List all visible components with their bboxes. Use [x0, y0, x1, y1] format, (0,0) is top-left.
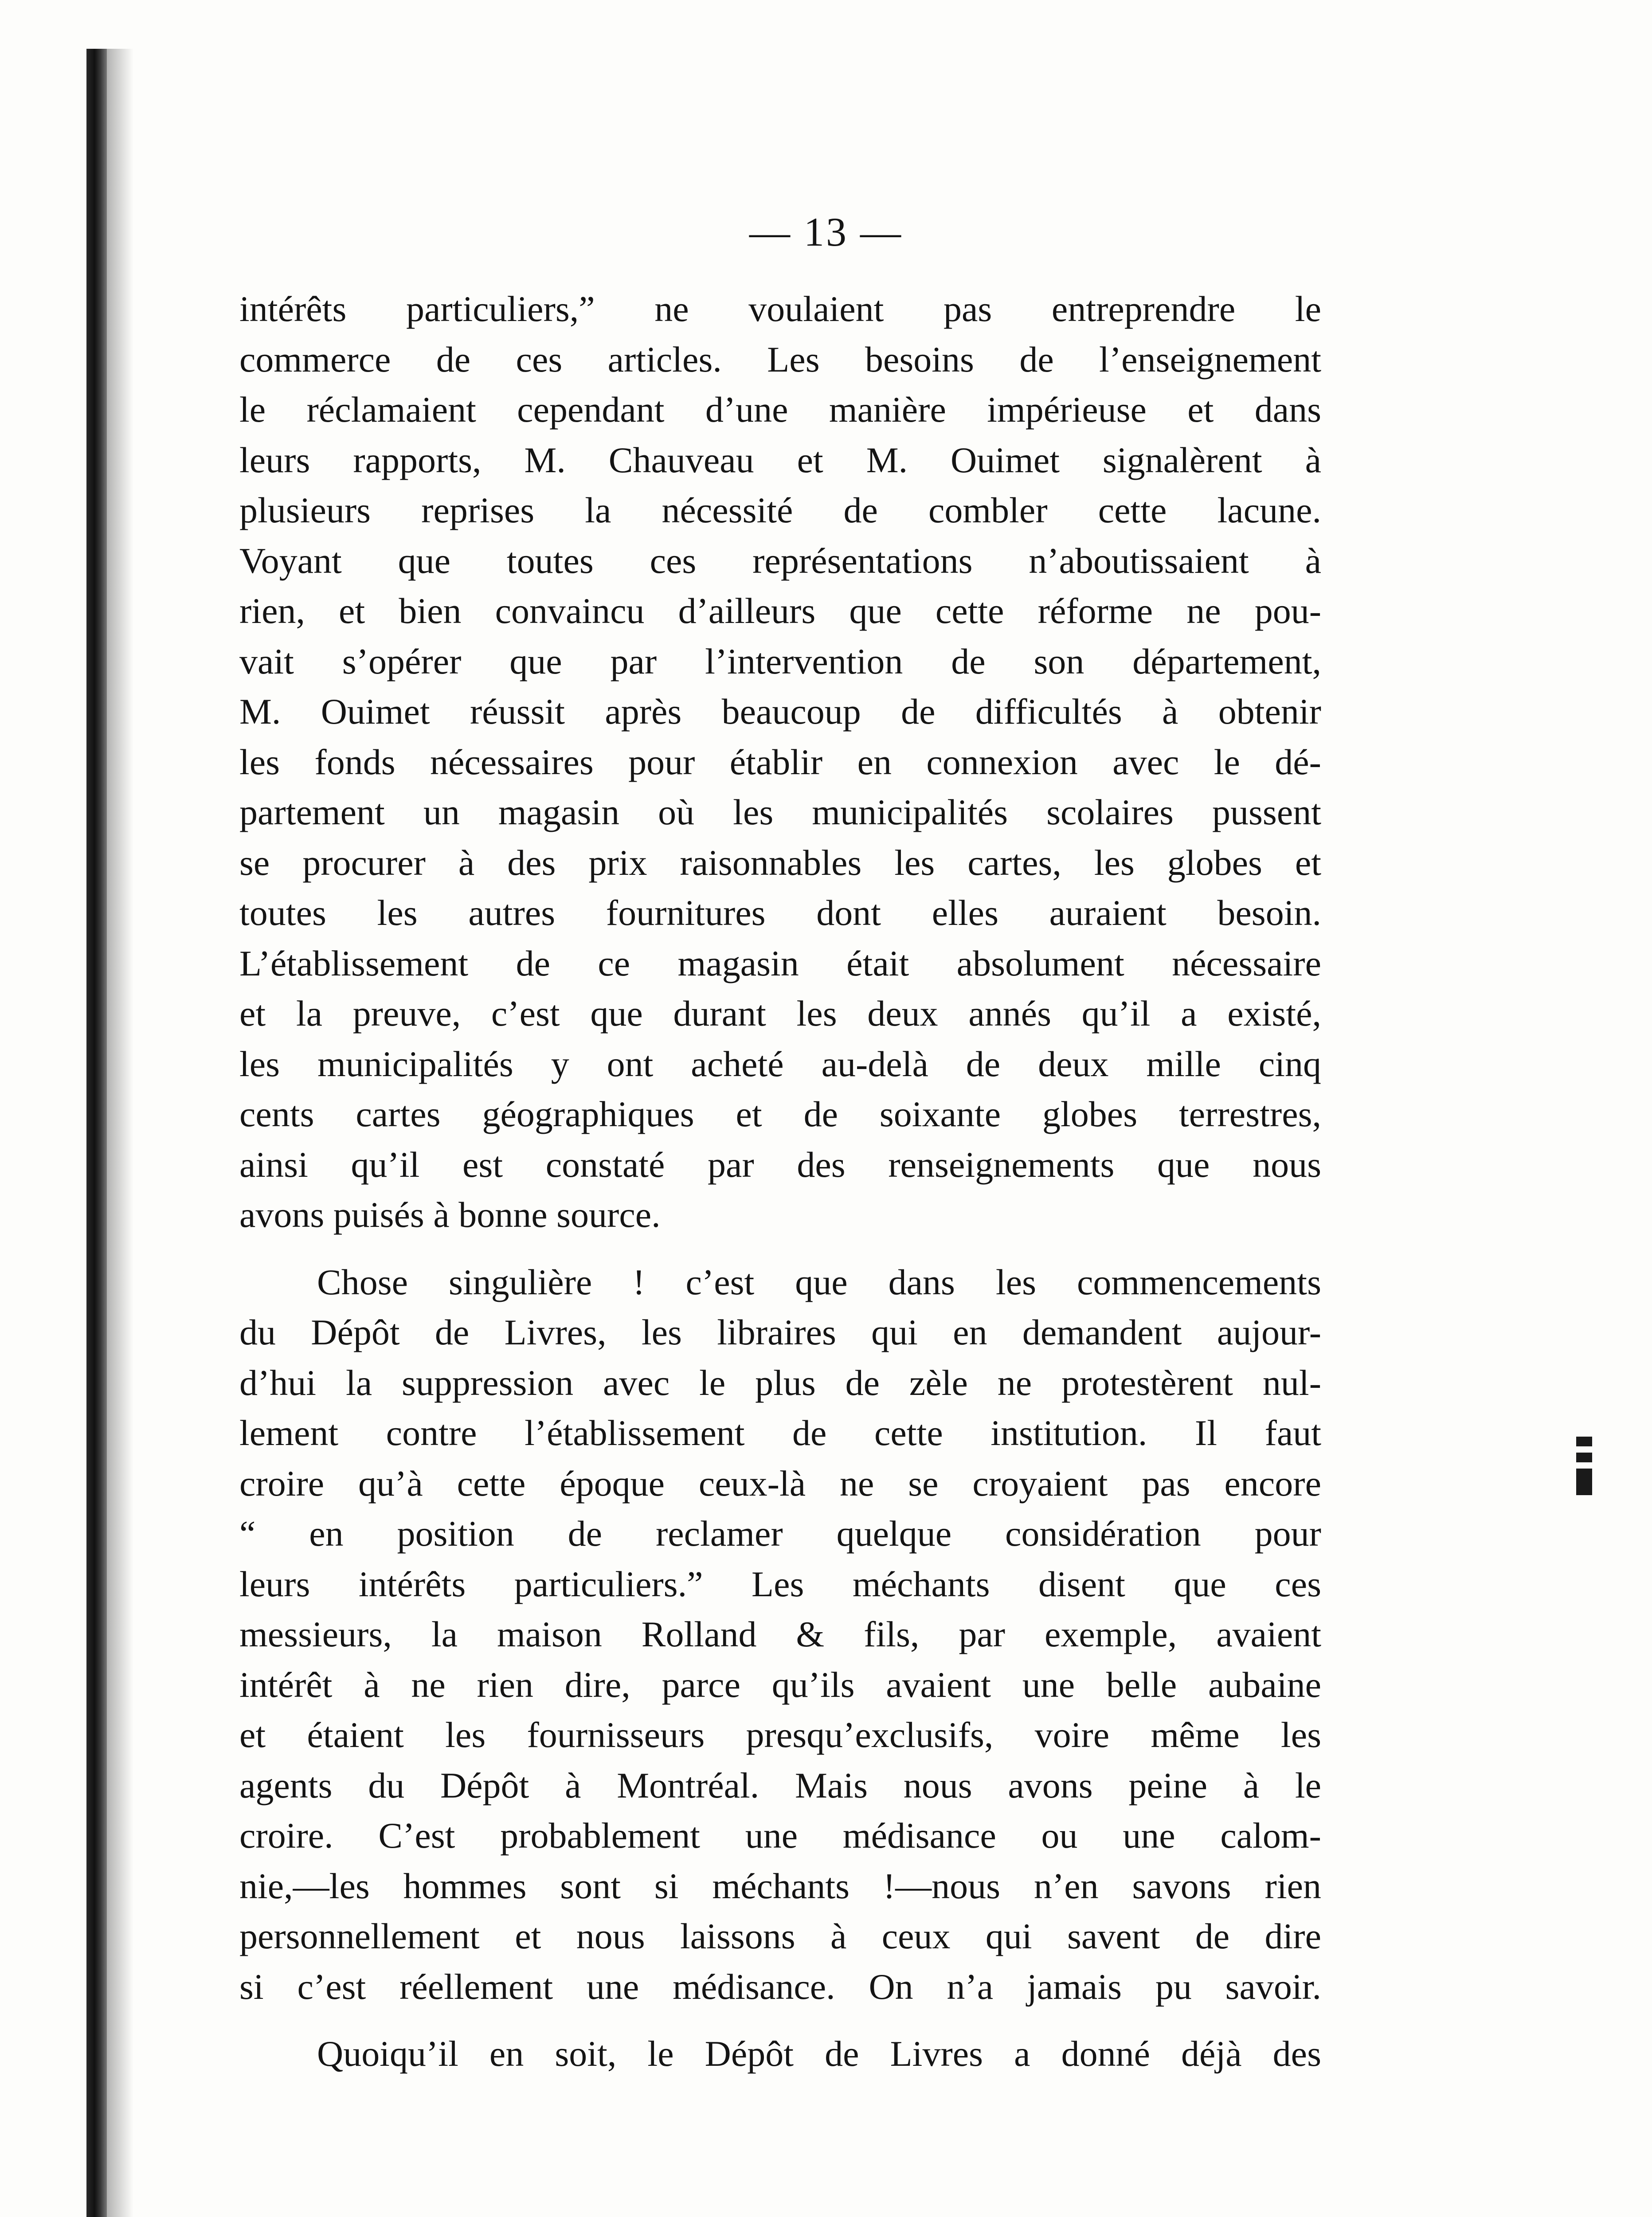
- text-line: leurs rapports, M. Chauveau et M. Ouimet signalèrent à: [239, 439, 1321, 480]
- text-line: lement contre l’établissement de cette institution. Il faut: [239, 1413, 1321, 1453]
- text-line: les fonds nécessaires pour établir en connexion avec le dé-: [239, 741, 1321, 782]
- text-line: se procurer à des prix raisonnables les cartes, les globes et: [239, 842, 1321, 883]
- paragraph-2: [239, 1257, 1321, 2012]
- text-line: partement un magasin où les municipalités scolaires pussent: [239, 792, 1321, 832]
- text-line: Chose singulière ! c’est que dans les commencements: [317, 1261, 1321, 1302]
- text-line: Voyant que toutes ces représentations n’aboutissaient à: [239, 540, 1321, 581]
- margin-scan-mark: [1576, 1437, 1594, 1512]
- text-line: Quoiqu’il en soit, le Dépôt de Livres a donné déjà des: [317, 2033, 1321, 2074]
- text-line: croire qu’à cette époque ceux-là ne se croyaient pas encore: [239, 1463, 1321, 1504]
- text-line: intérêt à ne rien dire, parce qu’ils avaient une belle aubaine: [239, 1664, 1321, 1705]
- text-line: les municipalités y ont acheté au-delà de deux mille cinq: [239, 1043, 1321, 1084]
- text-line: vait s’opérer que par l’intervention de son département,: [239, 641, 1321, 682]
- text-line: toutes les autres fournitures dont elles auraient besoin.: [239, 893, 1321, 933]
- text-line: le réclamaient cependant d’une manière impérieuse et dans: [239, 389, 1321, 430]
- book-binding-edge: [86, 49, 107, 2217]
- body-text: [239, 284, 1321, 2079]
- text-line: leurs intérêts particuliers.” Les méchants disent que ces: [239, 1563, 1321, 1604]
- text-line: commerce de ces articles. Les besoins de l’enseignement: [239, 339, 1321, 380]
- text-line: d’hui la suppression avec le plus de zèle ne protestèrent nul-: [239, 1362, 1321, 1403]
- text-line: avons puisés à bonne source.: [239, 1195, 661, 1235]
- text-line: croire. C’est probablement une médisance ou une calom-: [239, 1815, 1321, 1856]
- text-line: et la preuve, c’est que durant les deux annés qu’il a existé,: [239, 993, 1321, 1034]
- text-line: plusieurs reprises la nécessité de combler cette lacune.: [239, 490, 1321, 530]
- text-line: messieurs, la maison Rolland & fils, par exemple, avaient: [239, 1614, 1321, 1654]
- text-line: “ en position de reclamer quelque considération pour: [239, 1513, 1321, 1554]
- text-line: ainsi qu’il est constaté par des renseignements que nous: [239, 1144, 1321, 1185]
- text-line: rien, et bien convaincu d’ailleurs que cette réforme ne pou-: [239, 591, 1321, 631]
- paragraph-1: [239, 284, 1321, 1240]
- text-line: M. Ouimet réussit après beaucoup de difficultés à obtenir: [239, 691, 1321, 732]
- text-line: si c’est réellement une médisance. On n’a jamais pu savoir.: [239, 1966, 1321, 2007]
- text-line: nie,—les hommes sont si méchants !—nous n’en savons rien: [239, 1865, 1321, 1906]
- binding-shadow: [107, 49, 133, 2217]
- text-line: personnellement et nous laissons à ceux qui savent de dire: [239, 1916, 1321, 1956]
- text-line: intérêts particuliers,” ne voulaient pas entreprendre le: [239, 289, 1321, 329]
- text-line: cents cartes géographiques et de soixante globes terrestres,: [239, 1094, 1321, 1134]
- page-number: — 13 —: [749, 209, 903, 255]
- paragraph-3: [239, 2029, 1321, 2079]
- text-line: et étaient les fournisseurs presqu’exclusifs, voire même les: [239, 1715, 1321, 1755]
- text-line: agents du Dépôt à Montréal. Mais nous avons peine à le: [239, 1765, 1321, 1806]
- text-line: L’établissement de ce magasin était absolument nécessaire: [239, 943, 1321, 983]
- text-line: du Dépôt de Livres, les libraires qui en demandent aujour-: [239, 1312, 1321, 1352]
